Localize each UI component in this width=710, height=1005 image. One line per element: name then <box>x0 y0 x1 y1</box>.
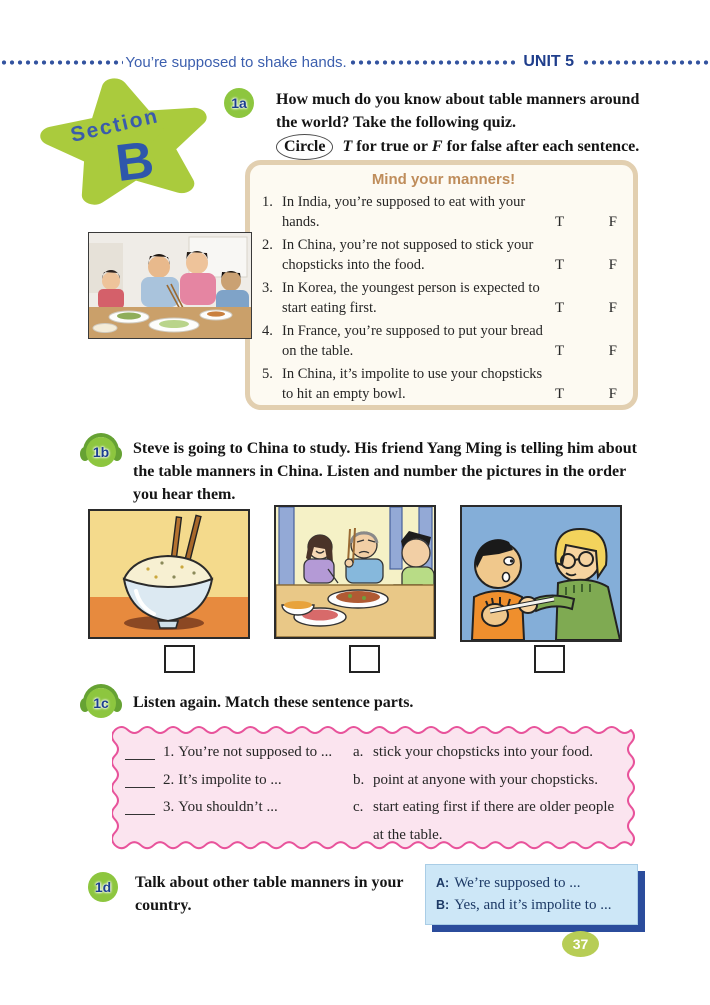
family-dinner-photo-image <box>89 233 251 338</box>
match-option <box>353 739 624 767</box>
quiz-item <box>262 364 625 404</box>
quiz-item-number: 3. <box>262 280 273 296</box>
task-1d-badge-label: 1d <box>88 872 118 902</box>
match-left-column <box>125 739 353 849</box>
task-1a-text-mid: for true or <box>356 138 428 155</box>
false-letter: F <box>431 138 443 155</box>
false-option[interactable]: F <box>608 257 617 273</box>
page-number: 37 <box>562 931 599 957</box>
task-1c-badge-label: 1c <box>86 688 116 718</box>
task-1b-badge <box>86 437 116 467</box>
match-item-text: You shouldn’t ... <box>178 799 278 815</box>
quiz-item <box>262 192 625 232</box>
picture-pointing-chopsticks <box>460 505 622 642</box>
task-1a-text-tail: for false after each sentence. <box>446 138 640 155</box>
false-option[interactable]: F <box>608 343 617 359</box>
match-item-text: It’s impolite to ... <box>178 771 282 788</box>
pointing-chopsticks-illustration <box>462 507 620 640</box>
answer-box-1[interactable] <box>164 645 195 673</box>
true-false-options <box>555 212 625 232</box>
false-option[interactable]: F <box>608 386 617 402</box>
task-1b-badge-label: 1b <box>86 437 116 467</box>
task-1a-instruction <box>276 88 660 160</box>
task-1d-instruction: Talk about other table manners in your country. <box>135 874 404 914</box>
speaker-a-text: We’re supposed to ... <box>454 875 581 891</box>
match-item-number: 3. <box>163 799 175 815</box>
dialog-line-b <box>436 894 627 916</box>
quiz-item-text: In France, you’re supposed to put your bread on the table. <box>282 323 543 359</box>
running-title: You’re supposed to shake hands. <box>125 53 347 71</box>
true-false-options <box>555 255 625 275</box>
false-option[interactable]: F <box>608 300 617 316</box>
speaker-a-label: A: <box>436 876 450 890</box>
task-1b-instruction: Steve is going to China to study. His friend Yang Ming is telling him about the table manners in China. Listen and number the pictures in the order you hear them. <box>133 440 637 503</box>
true-option[interactable]: T <box>555 343 565 359</box>
quiz-item-text: In Korea, the youngest person is expected to start eating first. <box>282 280 540 316</box>
task-1a-circle-line <box>276 134 660 160</box>
speaker-b-text: Yes, and it’s impolite to ... <box>454 897 612 913</box>
unit-label: UNIT 5 <box>523 53 574 70</box>
quiz-item-number: 4. <box>262 323 273 339</box>
quiz-item <box>262 235 625 275</box>
task-1c-instruction: Listen again. Match these sentence parts. <box>133 694 414 711</box>
match-item <box>125 739 353 767</box>
match-option-letter: a. <box>353 744 364 760</box>
quiz-item-number: 1. <box>262 194 273 210</box>
true-false-options <box>555 384 625 404</box>
answer-box-3[interactable] <box>534 645 565 673</box>
quiz-item <box>262 321 625 361</box>
false-option[interactable]: F <box>608 214 617 230</box>
quiz-item <box>262 278 625 318</box>
match-item-text: You’re not supposed to ... <box>178 744 333 760</box>
match-item-number: 2. <box>163 771 175 788</box>
answer-blank-1[interactable] <box>125 739 155 760</box>
match-option-text: point at anyone with your chopsticks. <box>373 771 598 788</box>
circle-word: Circle <box>276 134 333 160</box>
quiz-item-text: In China, it’s impolite to use your chopsticks to hit an empty bowl. <box>282 366 543 402</box>
match-option-letter: b. <box>353 771 365 788</box>
match-item-number: 1. <box>163 744 175 760</box>
match-item <box>125 767 353 795</box>
answer-box-2[interactable] <box>349 645 380 673</box>
task-1c-badge <box>86 688 116 718</box>
dotted-leader <box>0 60 123 65</box>
answer-blank-3[interactable] <box>125 794 155 815</box>
quiz-item-number: 5. <box>262 366 273 382</box>
match-option-letter: c. <box>353 799 364 815</box>
dotted-leader <box>349 60 516 65</box>
true-option[interactable]: T <box>555 386 565 402</box>
picture-family-dinner <box>274 505 436 639</box>
quiz-item-number: 2. <box>262 237 273 253</box>
quiz-item-text: In China, you’re not supposed to stick your chopsticks into the food. <box>282 237 534 273</box>
task-1d-badge <box>88 872 118 902</box>
task-1a-badge-label: 1a <box>224 88 254 118</box>
chopsticks-in-bowl-illustration <box>90 511 248 637</box>
section-letter: B <box>112 130 157 194</box>
true-option[interactable]: T <box>555 257 565 273</box>
match-item <box>125 794 353 822</box>
family-dinner-illustration <box>276 507 434 637</box>
family-dinner-photo <box>88 232 252 339</box>
match-option-text: start eating first if there are older people at the table. <box>373 799 615 843</box>
quiz-box <box>245 160 638 410</box>
section-word: Section <box>68 104 162 147</box>
task-1a-text: How much do you know about table manners around the world? Take the following quiz. <box>276 91 640 131</box>
dotted-leader <box>582 60 710 65</box>
true-option[interactable]: T <box>555 214 565 230</box>
picture-chopsticks-in-bowl <box>88 509 250 639</box>
true-false-options <box>555 341 625 361</box>
match-box <box>115 727 632 848</box>
dialog-line-a <box>436 872 627 894</box>
match-option-text: stick your chopsticks into your food. <box>373 744 593 760</box>
match-option <box>353 767 624 795</box>
true-option[interactable]: T <box>555 300 565 316</box>
example-dialog-box <box>425 864 638 925</box>
quiz-title: Mind your manners! <box>371 171 516 188</box>
section-badge <box>30 68 225 220</box>
true-false-options <box>555 298 625 318</box>
answer-blank-2[interactable] <box>125 767 155 788</box>
match-option <box>353 794 624 849</box>
speaker-b-label: B: <box>436 898 450 912</box>
task-1a-badge <box>224 88 254 118</box>
match-right-column <box>353 739 624 849</box>
quiz-item-text: In India, you’re supposed to eat with your hands. <box>282 194 526 230</box>
true-letter: T <box>342 138 353 155</box>
